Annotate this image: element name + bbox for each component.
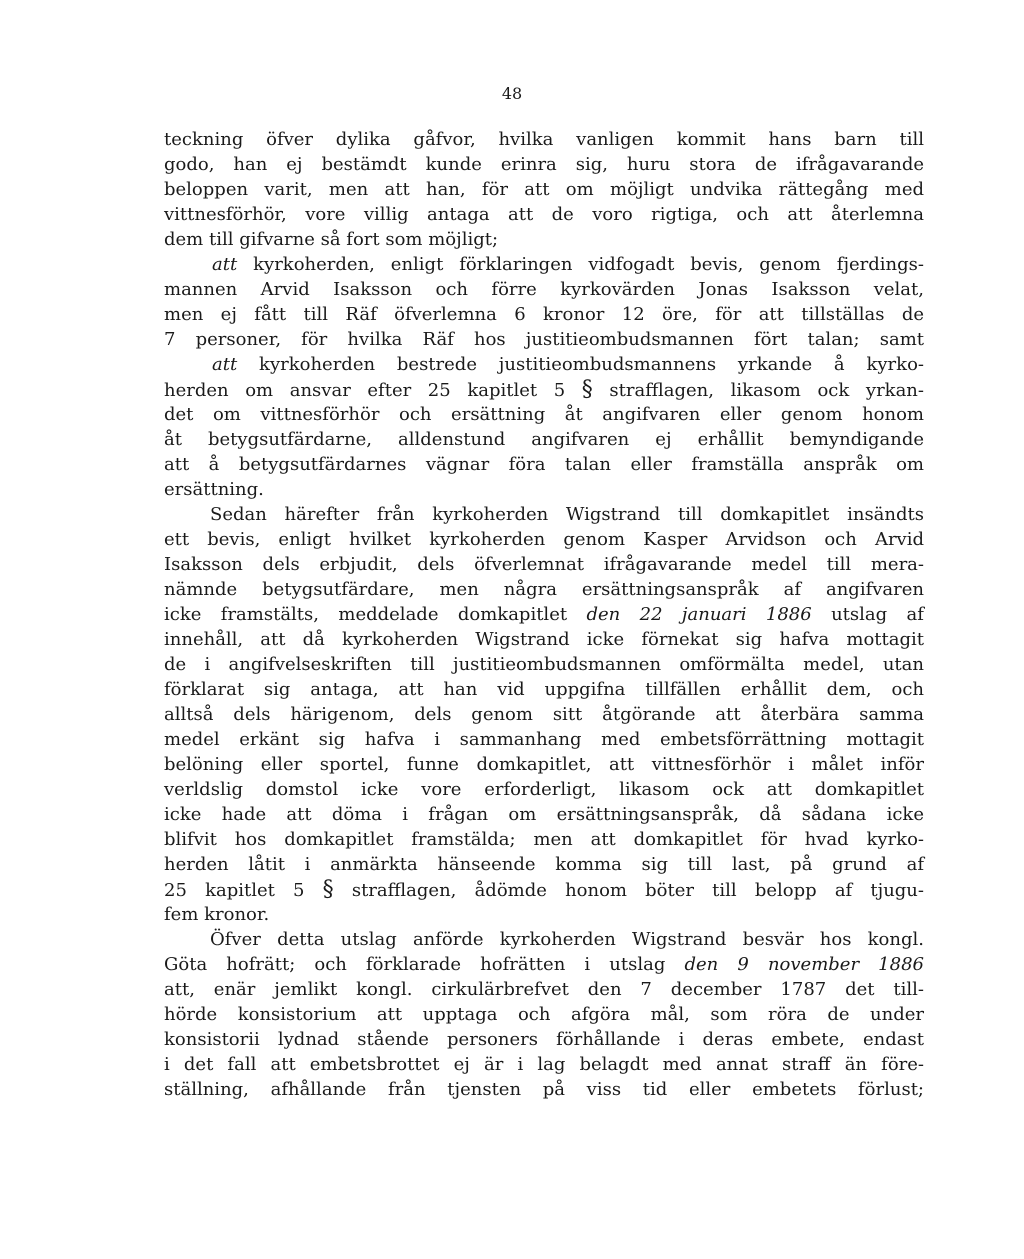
text-line: alltså dels härigenom, dels genom sitt åtgörande att återbära samma: [164, 704, 924, 725]
text-line: [164, 378, 924, 402]
text-line: de i angifvelseskriften till justitieombudsmannen omförmälta medel, utan: [164, 654, 924, 675]
text-line: ett bevis, enligt hvilket kyrkoherden genom Kasper Arvidson och Arvid: [164, 529, 924, 550]
section-sign: §: [322, 877, 334, 902]
line-text: utslag af: [831, 604, 924, 625]
text-line: att å betygsutfärdarnes vägnar föra talan eller framställa anspråk om: [164, 454, 924, 475]
text-line: åt betygsutfärdarne, alldenstund angifvaren ej erhållit bemyndigande: [164, 429, 924, 450]
text-line: Öfver detta utslag anförde kyrkoherden Wigstrand besvär hos kongl.: [210, 929, 924, 950]
text-line: [212, 253, 924, 277]
line-text: strafflagen, likasom ock yrkan-: [609, 380, 924, 401]
text-line: blifvit hos domkapitlet framstälda; men att domkapitlet för hvad kyrko-: [164, 829, 924, 850]
page-number: 48: [501, 84, 523, 103]
line-text: kyrkoherden, enligt förklaringen vidfogadt bevis, genom fjerdings-: [253, 254, 924, 275]
att-word: att: [212, 254, 238, 275]
text-line: ställning, afhållande från tjensten på viss tid eller embetets förlust;: [164, 1079, 924, 1100]
section-sign: §: [581, 377, 593, 402]
text-line: [212, 353, 924, 377]
text-line: verldslig domstol icke vore erforderligt, likasom ock att domkapitlet: [164, 779, 924, 800]
line-text: kyrkoherden bestrede justitieombudsmannens yrkande å kyrko-: [259, 354, 924, 375]
text-line: ersättning.: [164, 479, 264, 500]
line-text: icke framstälts, meddelade domkapitlet: [164, 604, 568, 625]
text-line: fem kronor.: [164, 904, 270, 925]
text-line: [164, 878, 924, 902]
text-line: Isaksson dels erbjudit, dels öfverlemnat ifrågavarande medel till mera-: [164, 554, 924, 575]
text-line: dem till gifvarne så fort som möjligt;: [164, 229, 499, 250]
line-text: strafflagen, ådömde honom böter till belopp af tjugu-: [351, 880, 924, 901]
text-line: godo, han ej bestämdt kunde erinra sig, huru stora de ifrågavarande: [164, 154, 924, 175]
text-line: belöning eller sportel, funne domkapitlet, att vittnesförhör i målet inför: [164, 754, 924, 775]
text-line: beloppen varit, men att han, för att om möjligt undvika rättegång med: [164, 179, 924, 200]
text-line: [164, 603, 924, 627]
text-line: mannen Arvid Isaksson och förre kyrkovärden Jonas Isaksson velat,: [164, 279, 924, 300]
line-text: 25 kapitlet 5: [164, 880, 305, 901]
text-line: men ej fått till Räf öfverlemna 6 kronor 12 öre, för att tillställas de: [164, 304, 924, 325]
text-line: det om vittnesförhör och ersättning åt angifvaren eller genom honom: [164, 404, 924, 425]
line-text: Göta hofrätt; och förklarade hofrätten i utslag: [164, 954, 666, 975]
text-line: i det fall att embetsbrottet ej är i lag belagdt med annat straff än före-: [164, 1054, 924, 1075]
text-line: att, enär jemlikt kongl. cirkulärbrefvet den 7 december 1787 det till-: [164, 979, 924, 1000]
text-line: hörde konsistorium att upptaga och afgöra mål, som röra de under: [164, 1004, 924, 1025]
text-line: förklarat sig antaga, att han vid uppgifna tillfällen erhållit dem, och: [164, 679, 924, 700]
text-line: icke hade att döma i frågan om ersättningsanspråk, då sådana icke: [164, 804, 924, 825]
text-line: teckning öfver dylika gåfvor, hvilka vanligen kommit hans barn till: [164, 129, 924, 150]
date-text: den 9 november 1886: [684, 954, 924, 975]
text-line: vittnesförhör, vore villig antaga att de voro rigtiga, och att återlemna: [164, 204, 924, 225]
text-line: Sedan härefter från kyrkoherden Wigstrand till domkapitlet insändts: [210, 504, 924, 525]
text-line: nämnde betygsutfärdare, men några ersättningsanspråk af angifvaren: [164, 579, 924, 600]
text-line: [164, 953, 924, 977]
att-word: att: [212, 354, 238, 375]
date-text: den 22 januari 1886: [586, 604, 812, 625]
text-line: herden låtit i anmärkta hänseende komma sig till last, på grund af: [164, 854, 924, 875]
text-line: innehåll, att då kyrkoherden Wigstrand icke förnekat sig hafva mottagit: [164, 629, 924, 650]
line-text: herden om ansvar efter 25 kapitlet 5: [164, 380, 566, 401]
text-line: konsistorii lydnad stående personers förhållande i deras embete, endast: [164, 1029, 924, 1050]
text-line: 7 personer, för hvilka Räf hos justitieombudsmannen fört talan; samt: [164, 329, 924, 350]
text-line: medel erkänt sig hafva i sammanhang med embetsförrättning mottagit: [164, 729, 924, 750]
